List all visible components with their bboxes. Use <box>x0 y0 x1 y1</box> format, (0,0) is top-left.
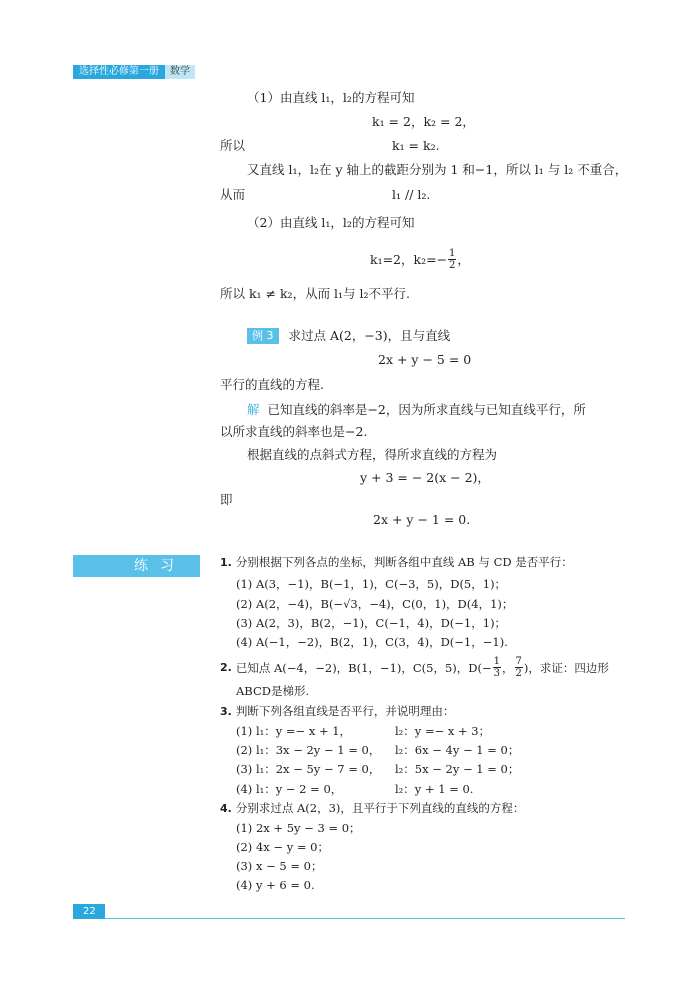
list-item: (4) y + 6 = 0. <box>236 878 315 892</box>
solution-part1: （1）由直线 l₁，l₂的方程可知 <box>247 90 415 105</box>
list-item: l₂：y =− x + 3； <box>395 724 491 738</box>
list-item: (4) A(−1，−2)，B(2，1)，C(3，4)，D(−1，−1). <box>236 635 508 649</box>
paragraph: 以所求直线的斜率也是−2. <box>220 424 368 439</box>
ji-label: 即 <box>220 492 233 507</box>
exercise-2 <box>220 656 609 679</box>
list-item: (1) l₁：y =− x + 1， <box>236 724 352 738</box>
list-item: l₂：5x − 2y − 1 = 0； <box>395 762 520 776</box>
list-item: (1) A(3，−1)，B(−1，1)，C(−3，5)，D(5，1)； <box>236 577 507 591</box>
list-item: (3) x − 5 = 0； <box>236 859 323 873</box>
exercise-number: 4. <box>220 802 232 815</box>
paragraph: 根据直线的点斜式方程，得所求直线的方程为 <box>247 447 498 462</box>
paragraph: 又直线 l₁，l₂在 y 轴上的截距分别为 1 和−1，所以 l₁ 与 l₂ 不重合， <box>247 162 628 177</box>
equation: y + 3 = − 2(x − 2)， <box>360 470 490 485</box>
paragraph: 所以 k₁ ≠ k₂，从而 l₁与 l₂不平行. <box>220 286 411 301</box>
exercise-1 <box>220 554 573 571</box>
list-item: l₂：y + 1 = 0. <box>395 782 474 796</box>
fraction <box>515 656 523 679</box>
exercise-text: 分别根据下列各点的坐标，判断各组中直线 AB 与 CD 是否平行： <box>235 555 573 569</box>
eq-text: ， <box>457 251 470 267</box>
subject-label: 数学 <box>165 65 195 79</box>
example-3 <box>247 328 450 344</box>
exercise-text: 判断下列各组直线是否平行，并说明理由： <box>235 704 455 718</box>
exercise-number: 2. <box>220 660 232 674</box>
equation: 2x + y − 1 = 0. <box>373 512 471 527</box>
exercise-text: 分别求过点 A(2，3)，且平行于下列直线的直线的方程： <box>235 801 525 815</box>
equation <box>370 248 470 271</box>
list-item: l₂：6x − 4y − 1 = 0； <box>395 743 520 757</box>
exercise-4 <box>220 800 524 817</box>
example-label: 例 3 <box>247 328 279 344</box>
numerator: 1 <box>493 656 500 667</box>
so-label: 所以 <box>220 138 246 153</box>
solution-label: 解 <box>247 402 260 417</box>
exercise-text: ， <box>502 660 514 675</box>
page-number: 22 <box>73 904 105 919</box>
exercise-text: )，求证：四边形 <box>523 660 609 675</box>
exercise-3 <box>220 703 454 720</box>
exercise-text: ABCD是梯形. <box>236 684 310 698</box>
practice-heading: 练习 <box>73 555 200 577</box>
paragraph: 平行的直线的方程. <box>220 377 324 392</box>
numerator: 1 <box>449 248 456 259</box>
text: 已知直线的斜率是−2，因为所求直线与已知直线平行，所 <box>259 402 586 417</box>
equation: 2x + y − 5 = 0 <box>378 352 472 367</box>
exercise-text: 已知点 A(−4，−2)，B(1，−1)，C(5，5)，D(− <box>235 660 492 675</box>
footer-rule <box>105 918 625 919</box>
fraction <box>493 656 501 679</box>
eq-text: k₁=2，k₂=− <box>370 251 448 267</box>
solution-part2: （2）由直线 l₁，l₂的方程可知 <box>247 215 415 230</box>
denominator: 2 <box>449 260 456 271</box>
equation: k₁ = 2，k₂ = 2， <box>372 114 475 129</box>
book-title: 选择性必修第一册 <box>73 65 165 79</box>
denominator: 3 <box>493 668 500 679</box>
list-item: (2) l₁：3x − 2y − 1 = 0， <box>236 743 381 757</box>
list-item: (2) A(2，−4)，B(−√3，−4)，C(0，1)，D(4，1)； <box>236 597 514 611</box>
exercise-number: 3. <box>220 705 232 718</box>
fraction <box>448 248 456 271</box>
list-item: (1) 2x + 5y − 3 = 0； <box>236 821 361 835</box>
exercise-number: 1. <box>220 556 232 569</box>
denominator: 2 <box>515 668 522 679</box>
numerator: 7 <box>515 656 522 667</box>
list-item: (2) 4x − y = 0； <box>236 840 329 854</box>
paragraph <box>247 402 586 418</box>
example-text: 求过点 A(2，−3)，且与直线 <box>288 328 451 343</box>
list-item: (3) l₁：2x − 5y − 7 = 0， <box>236 762 381 776</box>
thus-label: 从而 <box>220 187 246 202</box>
list-item: (3) A(2，3)，B(2，−1)，C(−1，4)，D(−1，1)； <box>236 616 507 630</box>
running-header <box>73 65 195 79</box>
equation: k₁ = k₂. <box>392 138 440 153</box>
equation: l₁ // l₂. <box>392 187 431 202</box>
list-item: (4) l₁：y − 2 = 0， <box>236 782 343 796</box>
